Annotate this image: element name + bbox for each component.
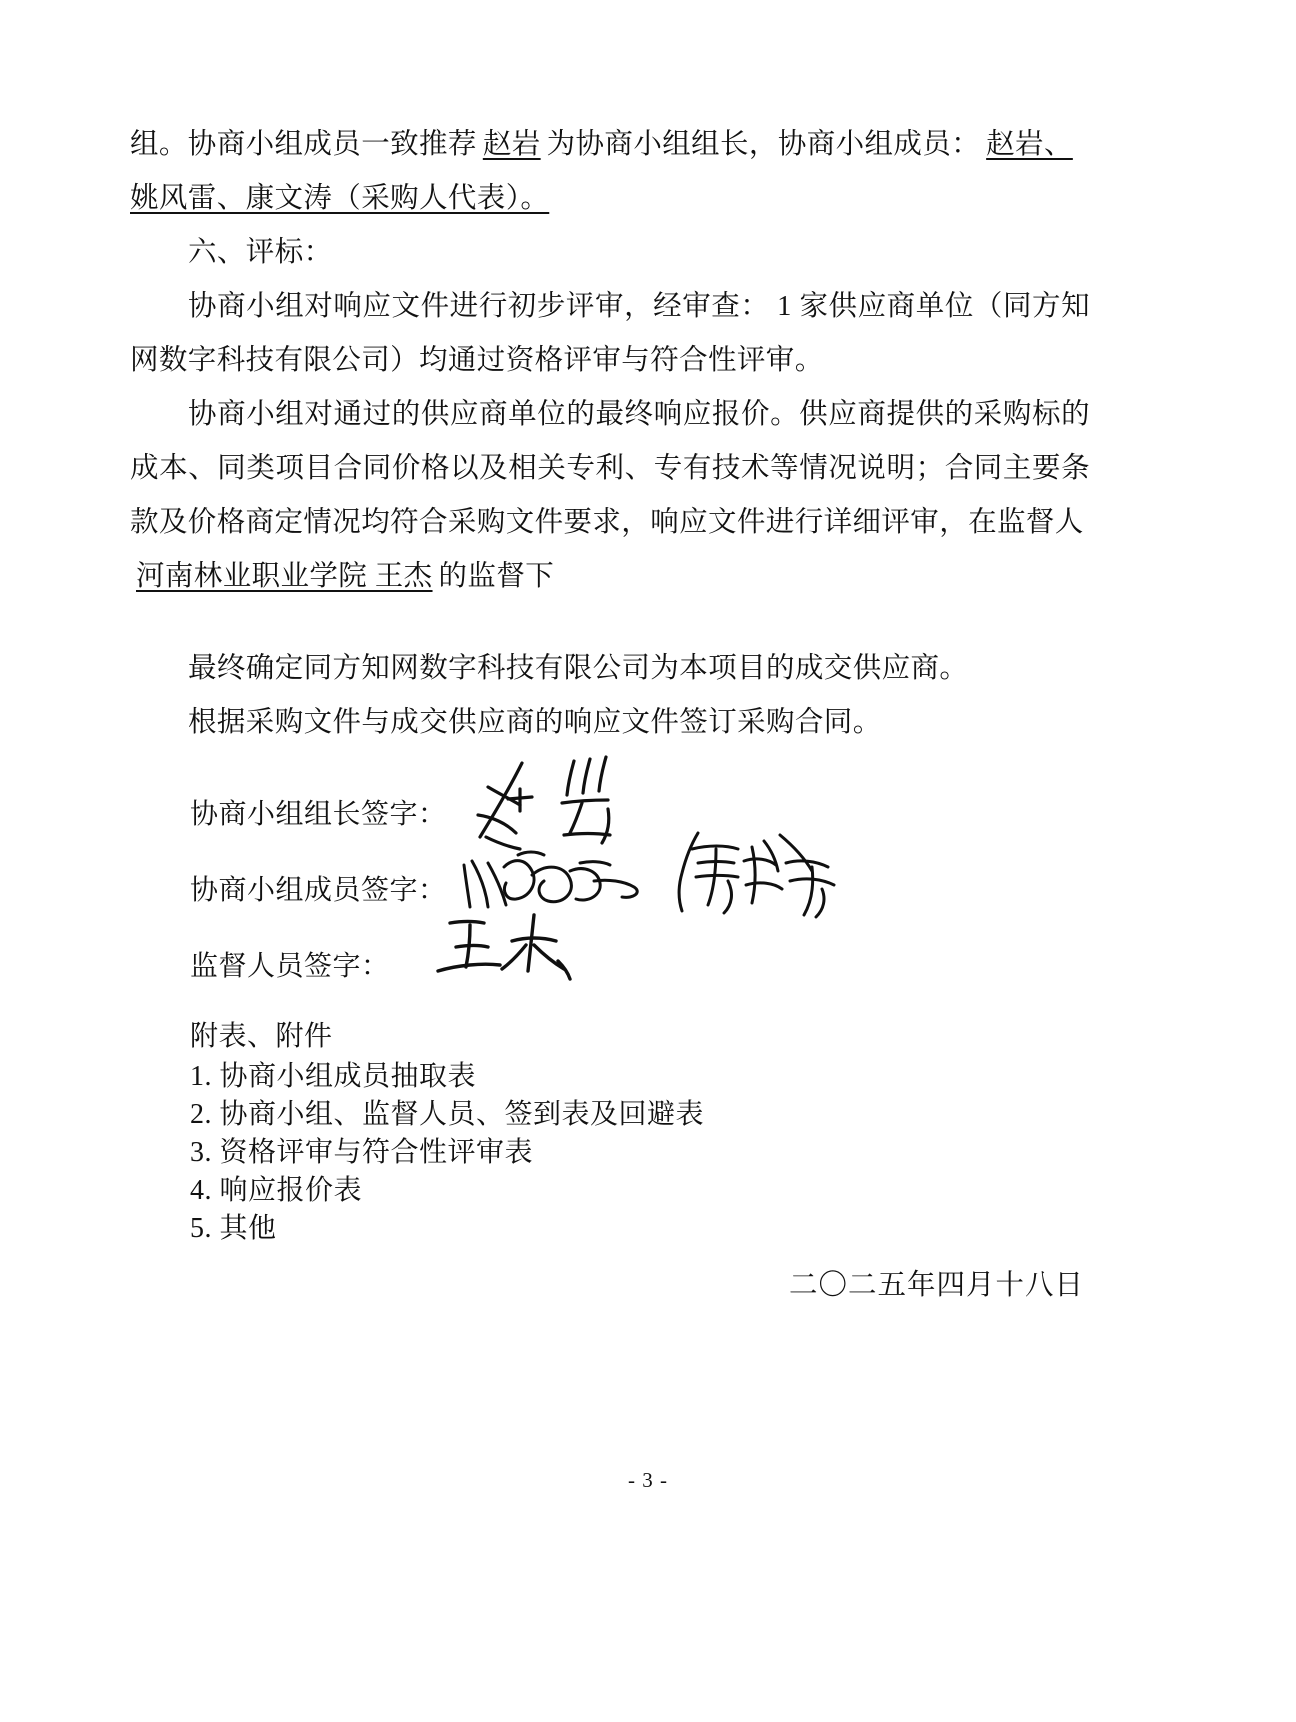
text-continuation-mid: 为协商小组组长，协商小组成员： bbox=[546, 129, 981, 160]
signature-row-leader bbox=[190, 795, 1070, 871]
supervisor-signature-label: 监督人员签字： bbox=[190, 951, 390, 982]
text-detail-pre: 协商小组对通过的供应商单位的最终响应报价。供应商提供的采购标的成本、同类项目合同价格以及相关专利、专有技术等情况说明；合同主要条款及价格商定情况均符合采购文件要求，响应文件进行详细评审，在监督人 bbox=[130, 399, 1090, 538]
members-signature-label: 协商小组成员签字： bbox=[190, 875, 447, 906]
text-continuation-pre: 组。协商小组成员一致推荐 bbox=[130, 129, 477, 160]
leader-name-underlined: 赵岩 bbox=[482, 129, 541, 160]
section-heading-evaluation: 六、评标： bbox=[188, 237, 333, 268]
document-body bbox=[130, 118, 1090, 750]
signature-row-supervisor bbox=[190, 947, 1070, 1023]
leader-handwritten-signature bbox=[458, 753, 638, 863]
attachment-list-heading: 附表、附件 bbox=[190, 1021, 333, 1052]
paragraph-contract-signing: 根据采购文件与成交供应商的响应文件签订采购合同。 bbox=[188, 707, 882, 738]
paragraph-group-members bbox=[130, 172, 1090, 226]
attachment-item: 5. 其他 bbox=[190, 1213, 277, 1244]
attachment-item: 3. 资格评审与符合性评审表 bbox=[190, 1137, 534, 1168]
paragraph-group-leader bbox=[130, 118, 1090, 172]
text-detail-post: 的监督下 bbox=[438, 561, 555, 592]
attachment-item: 2. 协商小组、监督人员、签到表及回避表 bbox=[190, 1099, 705, 1130]
document-date: 二〇二五年四月十八日 bbox=[788, 1270, 1084, 1301]
paragraph-supervisor-line bbox=[130, 550, 1090, 604]
signature-row-members bbox=[190, 871, 1070, 947]
attachment-list bbox=[190, 1018, 990, 1248]
supervisor-org-underlined: 河南林业职业学院 王杰 bbox=[136, 561, 433, 592]
attachment-item: 1. 协商小组成员抽取表 bbox=[190, 1061, 477, 1092]
page-number-footer: - 3 - bbox=[628, 1468, 668, 1492]
attachment-item: 4. 响应报价表 bbox=[190, 1175, 363, 1206]
signature-block bbox=[190, 795, 1070, 1023]
paragraph-preliminary-review: 协商小组对响应文件进行初步评审，经审查： 1 家供应商单位（同方知网数字科技有限公司）均通过资格评审与符合性评审。 bbox=[130, 291, 1090, 376]
paragraph-detailed-review bbox=[130, 388, 1090, 550]
spacer bbox=[130, 604, 1090, 642]
members-underlined-part1: 赵岩、 bbox=[986, 129, 1073, 160]
members-underlined-part2: 姚风雷、康文涛（采购人代表）。 bbox=[130, 183, 550, 214]
paragraph-award-result: 最终确定同方知网数字科技有限公司为本项目的成交供应商。 bbox=[188, 653, 969, 684]
leader-signature-label: 协商小组组长签字： bbox=[190, 799, 447, 830]
